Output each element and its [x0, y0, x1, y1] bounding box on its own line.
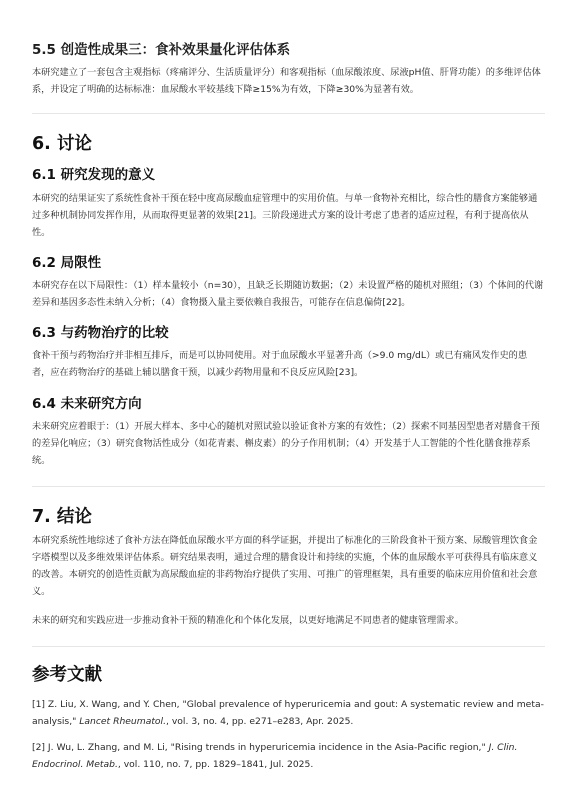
reference-1-journal: Lancet Rheumatol.	[79, 716, 167, 727]
section-5-5-title: 5.5 创造性成果三：食补效果量化评估体系	[32, 42, 291, 58]
reference-1-text: [1] Z. Liu, X. Wang, and Y. Chen, "Global prevalence of hyperuricemia and gout: A systematic review and meta-analysis,"	[32, 699, 544, 727]
reference-2	[32, 739, 545, 773]
section-7-paragraph-2: 未来的研究和实践应进一步推动食补干预的精准化和个体化发展，以更好地满足不同患者的健康管理需求。	[32, 615, 464, 626]
divider	[32, 486, 545, 487]
section-6-4-body: 未来研究应着眼于：（1）开展大样本、多中心的随机对照试验以验证食补方案的有效性；（2）探索不同基因型患者对膳食干预的差异化响应；（3）研究食物活性成分（如花青素、槲皮素）的分子作用机制；（4）开发基于人工智能的个性化膳食推荐系统。	[32, 421, 540, 466]
section-6-4-title: 6.4 未来研究方向	[32, 396, 142, 412]
reference-2-text: [2] J. Wu, L. Zhang, and M. Li, "Rising trends in hyperuricemia incidence in the Asia-Pacific region,"	[32, 742, 489, 753]
section-6-2-title: 6.2 局限性	[32, 255, 102, 271]
section-5-5-body: 本研究建立了一套包含主观指标（疼痛评分、生活质量评分）和客观指标（血尿酸浓度、尿液pH值、肝肾功能）的多维评估体系，并设定了明确的达标标准：血尿酸水平较基线下降≥15%为有效，下降≥30%为显著有效。	[32, 67, 541, 95]
reference-2-details: , vol. 110, no. 7, pp. 1829–1841, Jul. 2025.	[117, 759, 314, 770]
section-6-title: 6. 讨论	[32, 134, 92, 154]
section-6-3-body: 食补干预与药物治疗并非相互排斥，而是可以协同使用。对于血尿酸水平显著升高（>9.0 mg/dL）或已有痛风发作史的患者，应在药物治疗的基础上辅以膳食干预，以减少药物用量和不良反应风险[23]。	[32, 350, 528, 378]
section-6-1-body: 本研究的结果证实了系统性食补干预在轻中度高尿酸血症管理中的实用价值。与单一食物补充相比，综合性的膳食方案能够通过多种机制协同发挥作用，从而取得更显著的效果[21]。三阶段递进式方案的设计考虑了患者的适应过程，有利于提高依从性。	[32, 193, 538, 238]
reference-1	[32, 696, 545, 730]
section-6-1-title: 6.1 研究发现的意义	[32, 167, 156, 183]
references-title: 参考文献	[32, 665, 102, 685]
section-6-2-body: 本研究存在以下局限性：（1）样本量较小（n=30），且缺乏长期随访数据；（2）未设置严格的随机对照组；（3）个体间的代谢差异和基因多态性未纳入分析；（4）食物摄入量主要依赖自我报告，可能存在信息偏倚[22]。	[32, 280, 544, 308]
reference-2-journal: J. Clin. Endocrinol. Metab.	[32, 742, 518, 770]
section-7-title: 7. 结论	[32, 507, 92, 527]
section-7-paragraph-1: 本研究系统性地综述了食补方法在降低血尿酸水平方面的科学证据，并提出了标准化的三阶段食补干预方案、尿酸管理饮食金字塔模型以及多维效果评估体系。研究结果表明，通过合理的膳食设计和持续的实施，个体的血尿酸水平可获得具有临床意义的改善。本研究的创造性贡献为高尿酸血症的非药物治疗提供了实用、可推广的管理框架，具有重要的临床应用价值和社会意义。	[32, 535, 538, 597]
reference-1-details: , vol. 3, no. 4, pp. e271–e283, Apr. 2025.	[166, 716, 354, 727]
divider	[32, 646, 545, 647]
section-6-3-title: 6.3 与药物治疗的比较	[32, 325, 169, 341]
divider	[32, 113, 545, 114]
